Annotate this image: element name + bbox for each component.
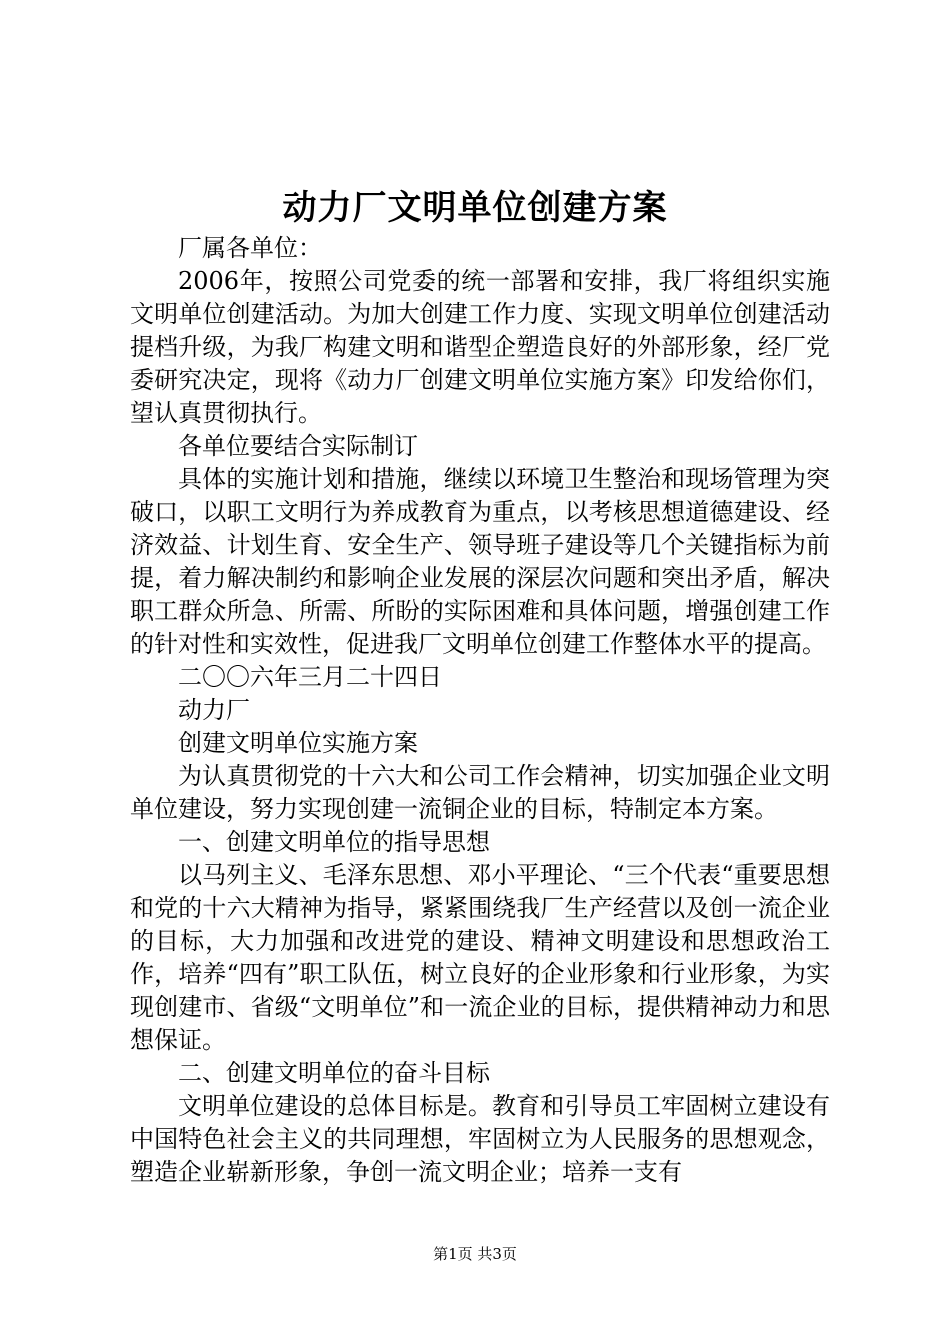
paragraph-signature: 动力厂 bbox=[178, 696, 250, 724]
paragraph: 具体的实施计划和措施，继续以环境卫生整治和现场管理为突破口，以职工文明行为养成教育为重点，以考核思想道德建设、经济效益、计划生育、安全生产、领导班子建设等几个关键指标为前提，着力解决制约和影响企业发展的深层次问题和突出矛盾，解决职工群众所急、所需、所盼的实际困难和具体问题，增强创建工作的针对性和实效性，促进我厂文明单位创建工作整体水平的提高。 bbox=[130, 465, 830, 658]
section-heading: 创建文明单位实施方案 bbox=[178, 729, 418, 757]
paragraph: 2006年，按照公司党委的统一部署和安排，我厂将组织实施文明单位创建活动。为加大创建工作力度、实现文明单位创建活动提档升级，为我厂构建文明和谐型企塑造良好的外部形象，经厂党委研究决定，现将《动力厂创建文明单位实施方案》印发给你们，望认真贯彻执行。 bbox=[130, 267, 830, 427]
paragraph: 为认真贯彻党的十六大和公司工作会精神，切实加强企业文明单位建设，努力实现创建一流铜企业的目标，特制定本方案。 bbox=[130, 762, 830, 823]
paragraph-date: 二〇〇六年三月二十四日 bbox=[178, 663, 442, 691]
paragraph: 文明单位建设的总体目标是。教育和引导员工牢固树立建设有中国特色社会主义的共同理想，牢固树立为人民服务的思想观念，塑造企业崭新形象，争创一流文明企业；培养一支有 bbox=[130, 1092, 830, 1186]
paragraph: 各单位要结合实际制订 bbox=[178, 432, 418, 460]
section-heading: 一、创建文明单位的指导思想 bbox=[178, 828, 490, 856]
section-heading: 二、创建文明单位的奋斗目标 bbox=[178, 1059, 490, 1087]
paragraph-salutation: 厂属各单位： bbox=[178, 234, 322, 262]
document-title: 动力厂文明单位创建方案 bbox=[282, 188, 668, 228]
paragraph: 以马列主义、毛泽东思想、邓小平理论、“三个代表“重要思想和党的十六大精神为指导，紧紧围绕我厂生产经营以及创一流企业的目标，大力加强和改进党的建设、精神文明建设和思想政治工作，培养“四有”职工队伍，树立良好的企业形象和行业形象，为实现创建市、省级“文明单位”和一流企业的目标，提供精神动力和思想保证。 bbox=[130, 861, 830, 1054]
document-body bbox=[130, 232, 830, 1189]
page-footer: 第1页 共3页 bbox=[433, 1245, 517, 1263]
